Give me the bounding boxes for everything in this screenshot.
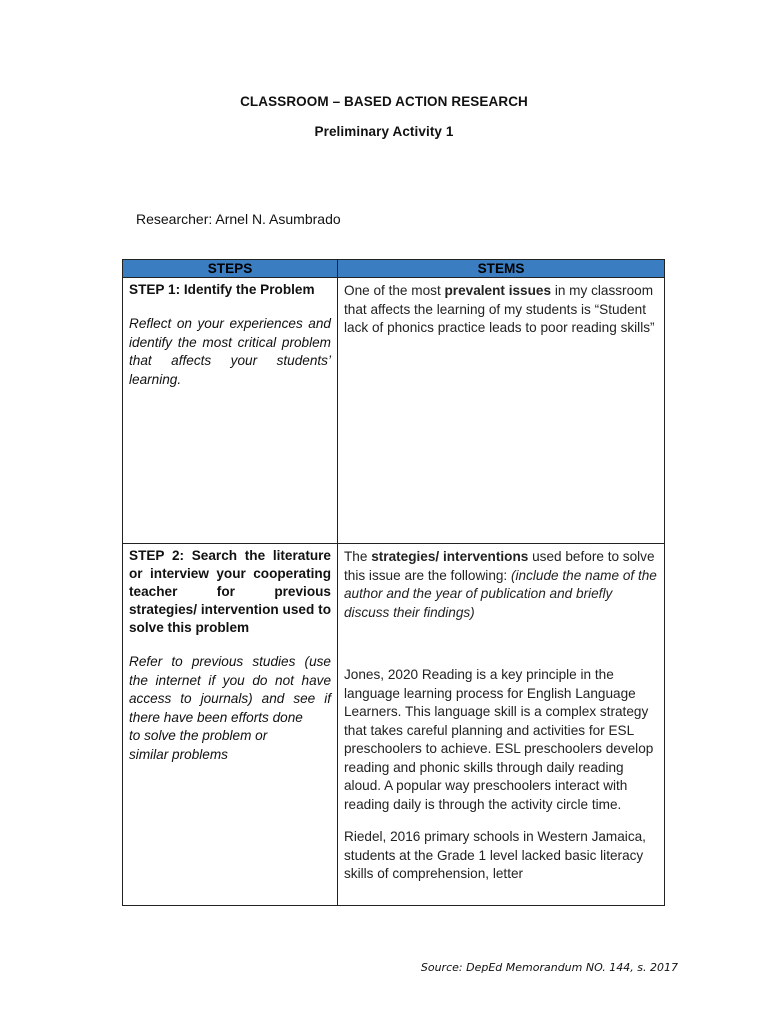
step2-stem-paragraph-1: Jones, 2020 Reading is a key principle in the language learning process for English Language Learners. This language skill is a complex strategy that takes careful planning and activities for ESL preschoolers to achieve. ESL preschoolers develop reading and phonic skills through daily reading aloud. A popular way preschoolers interact with reading daily is through the activity circle time. (344, 667, 654, 812)
step2-stem-bold: strategies/ interventions (371, 549, 529, 564)
stems-column-header: STEMS (338, 260, 665, 278)
step2-stem-intro (344, 548, 658, 622)
document-subtitle: Preliminary Activity 1 (314, 124, 454, 139)
step2-stem-mid: used before to solve this issue are the following: (344, 549, 655, 583)
step2-cell (123, 544, 338, 906)
action-research-table (122, 259, 665, 906)
step1-stem-text (344, 282, 658, 338)
steps-column-header: STEPS (123, 260, 338, 278)
table-row-step1 (123, 278, 665, 544)
step2-stem-cell (338, 544, 665, 906)
step2-desc-line3: similar problems (129, 746, 228, 762)
step1-stem-post: in my classroom that affects the learning of my students is “Student lack of phonics practice leads to poor reading skills” (344, 283, 655, 335)
document-title: CLASSROOM – BASED ACTION RESEARCH (240, 94, 528, 109)
step2-stem-paragraph-2: Riedel, 2016 primary schools in Western Jamaica, students at the Grade 1 level lacked basic literacy skills of comprehension, letter (344, 829, 646, 881)
step1-stem-bold: prevalent issues (444, 283, 552, 298)
table-row-step2 (123, 544, 665, 906)
step2-title: STEP 2: Search the literature or interview your cooperating teacher for previous strategies/ intervention used to solve this problem (129, 548, 331, 635)
researcher-name: Researcher: Arnel N. Asumbrado (136, 211, 341, 227)
step1-description: Reflect on your experiences and identify the most critical problem that affects your students’ learning. (129, 316, 331, 387)
step1-title: STEP 1: Identify the Problem (129, 282, 315, 297)
source-citation: Source: DepEd Memorandum NO. 144, s. 2017 (420, 961, 678, 974)
table-header-row (123, 260, 665, 278)
step2-desc-line1: Refer to previous studies (use the internet if you do not have access to journals) and see if there have been efforts done (129, 654, 331, 725)
step2-stem-pre: The (344, 549, 372, 564)
step1-stem-pre: One of the most (344, 283, 445, 298)
step1-cell (123, 278, 338, 544)
step2-stem-italic: (include the name of the author and the year of publication and briefly discuss their findings) (344, 567, 657, 620)
step2-desc-line2: to solve the problem or (129, 728, 268, 743)
step1-stem-cell (338, 278, 665, 544)
step2-description (129, 653, 331, 764)
